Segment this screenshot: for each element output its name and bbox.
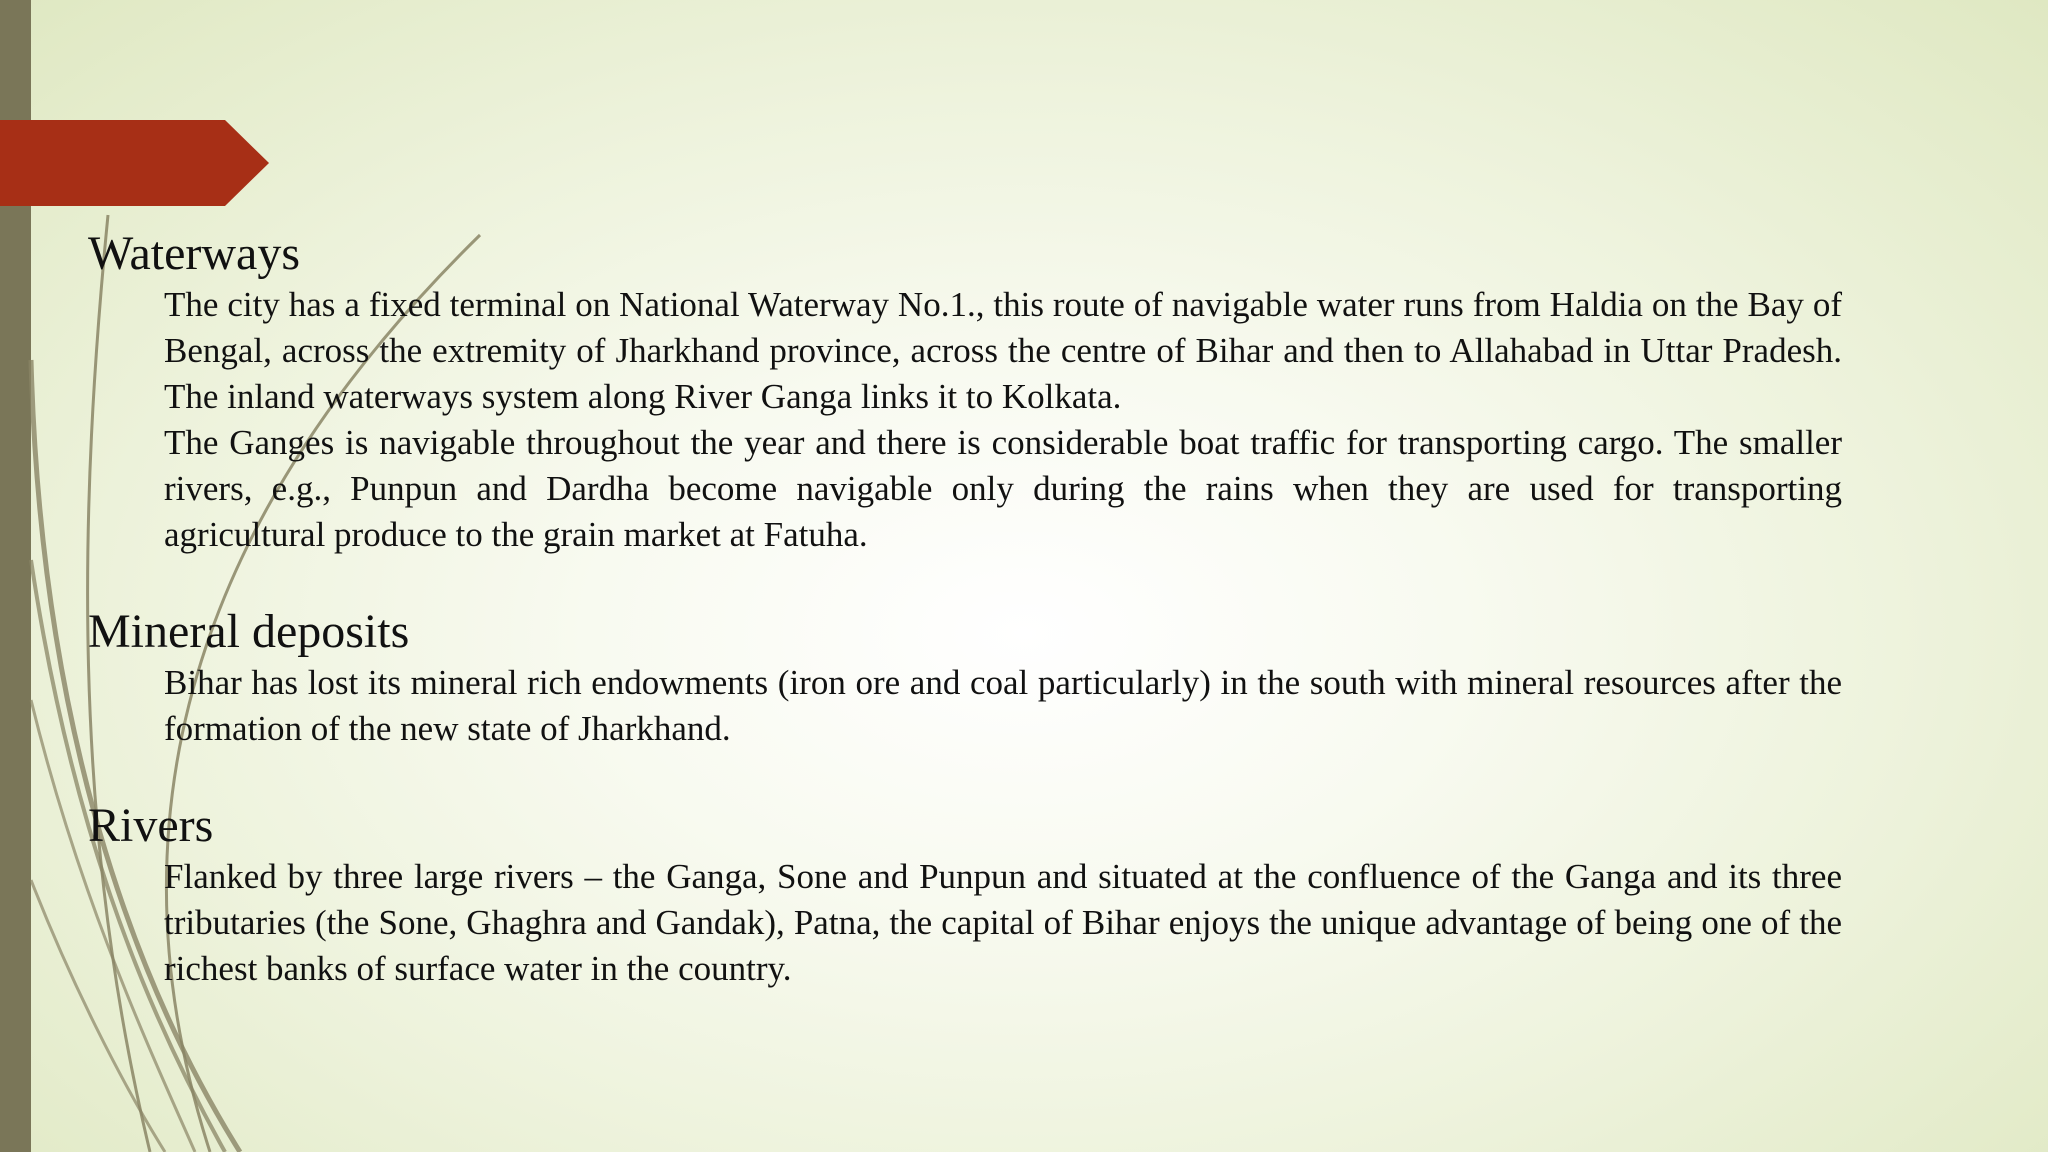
- section-paragraph: The Ganges is navigable throughout the year and there is considerable boat traffic for transporting cargo. The smaller rivers, e.g., Punpun and Dardha become navigable only during the rains when they are used for transporting agricultural produce to the grain market at Fatuha.: [164, 423, 1842, 554]
- section-waterways: [88, 226, 1842, 558]
- section-paragraph: Bihar has lost its mineral rich endowments (iron ore and coal particularly) in the south with mineral resources after the formation of the new state of Jharkhand.: [164, 663, 1842, 748]
- section-mineral-deposits: [88, 604, 1842, 752]
- section-paragraph: Flanked by three large rivers – the Ganga, Sone and Punpun and situated at the confluence of the Ganga and its three tributaries (the Sone, Ghaghra and Gandak), Patna, the capital of Bihar enjoys the unique advantage of being one of the richest banks of surface water in the country.: [164, 857, 1842, 988]
- section-title: Rivers: [88, 799, 214, 852]
- red-arrow-tab: [0, 120, 269, 206]
- section-rivers: [88, 798, 1842, 992]
- section-title: Waterways: [88, 227, 301, 280]
- slide-content: [88, 226, 1842, 1038]
- section-paragraph: The city has a fixed terminal on National Waterway No.1., this route of navigable water runs from Haldia on the Bay of Bengal, across the extremity of Jharkhand province, across the centre of Bihar and then to Allahabad in Uttar Pradesh. The inland waterways system along River Ganga links it to Kolkata.: [164, 285, 1842, 416]
- section-title: Mineral deposits: [88, 605, 410, 658]
